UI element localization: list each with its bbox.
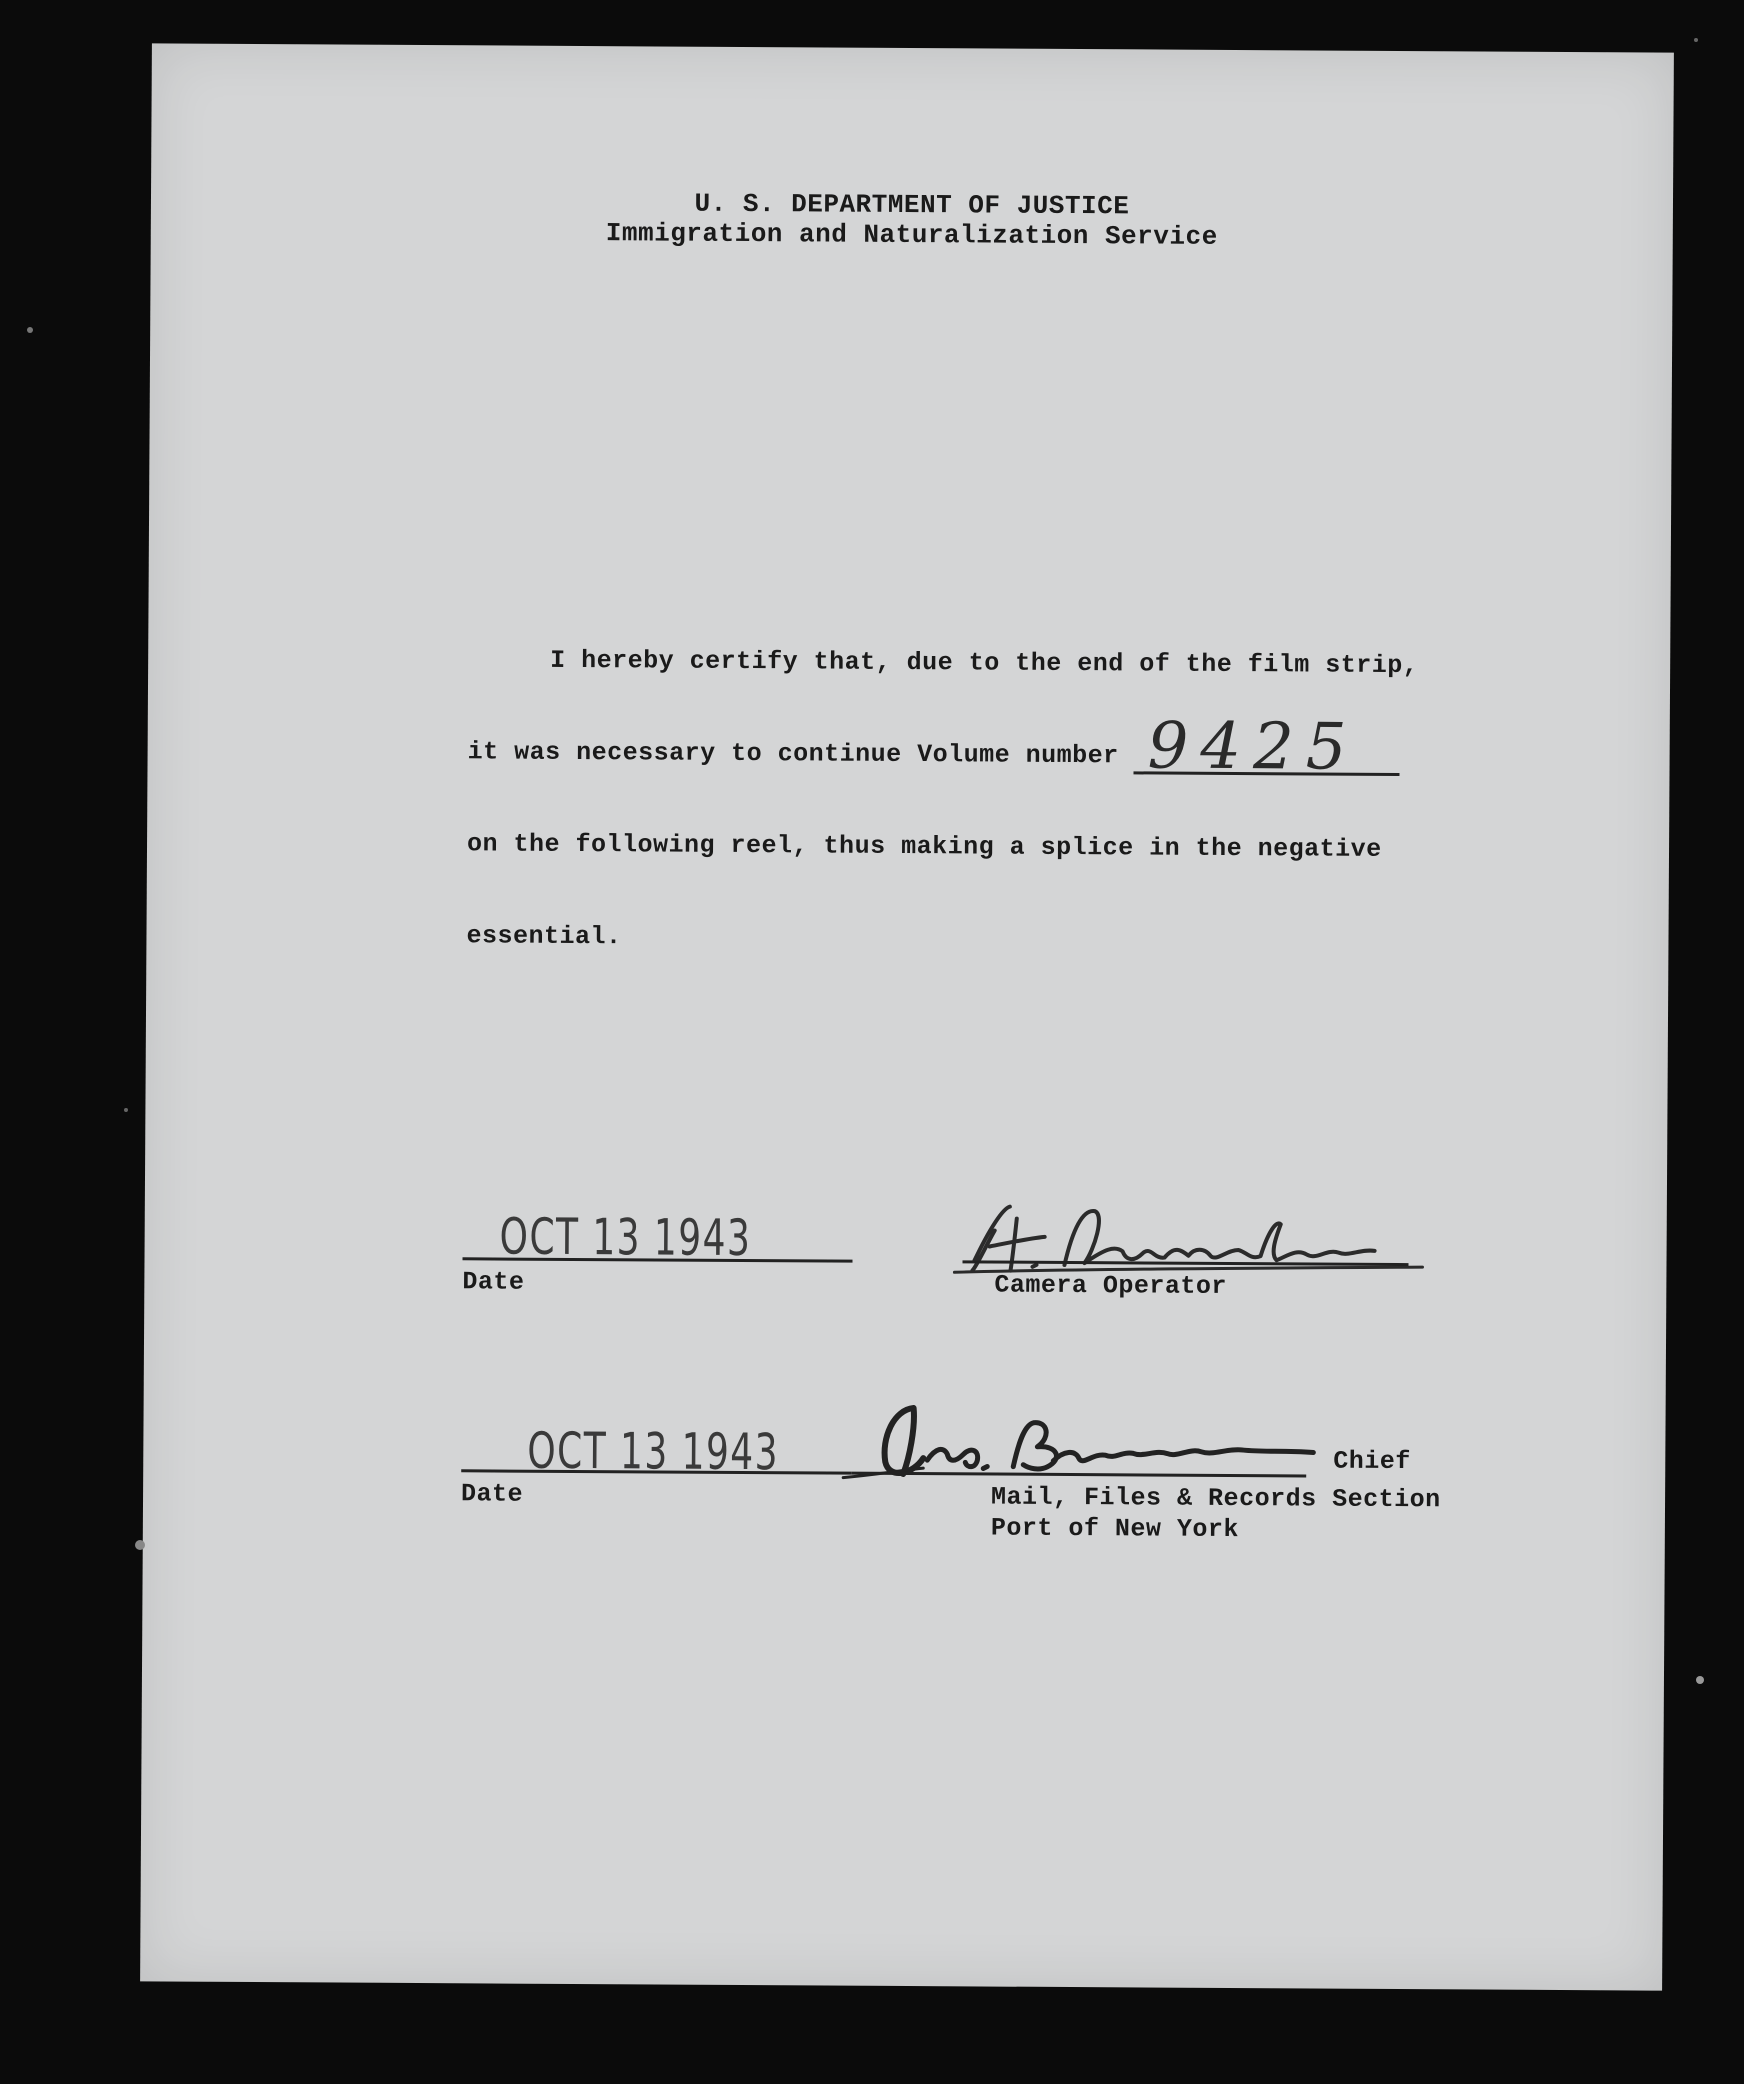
certificate-line-2: it was necessary to continue Volume number [467, 737, 1119, 771]
date-label-2: Date [460, 1479, 524, 1509]
camera-operator-label: Camera Operator [994, 1270, 1227, 1301]
certificate-line-4: essential. [466, 921, 622, 952]
service-name: Immigration and Naturalization Service [605, 218, 1218, 252]
section-title-label: Mail, Files & Records Section [990, 1482, 1441, 1515]
date-label-1: Date [462, 1267, 525, 1297]
date-stamp-2: OCT 13 1943 [527, 1421, 780, 1482]
certificate-line-1: I hereby certify that, due to the end of the film strip, [550, 645, 1419, 681]
agency-name: U. S. DEPARTMENT OF JUSTICE [694, 188, 1130, 222]
port-label: Port of New York [990, 1513, 1240, 1545]
volume-number-handwritten: 9425 [1147, 709, 1359, 785]
date-stamp-1: OCT 13 1943 [499, 1207, 752, 1268]
chief-title-label: Chief [1333, 1446, 1411, 1477]
document-sheet [140, 43, 1674, 1990]
certificate-line-3: on the following reel, thus making a splice in the negative [466, 829, 1382, 864]
